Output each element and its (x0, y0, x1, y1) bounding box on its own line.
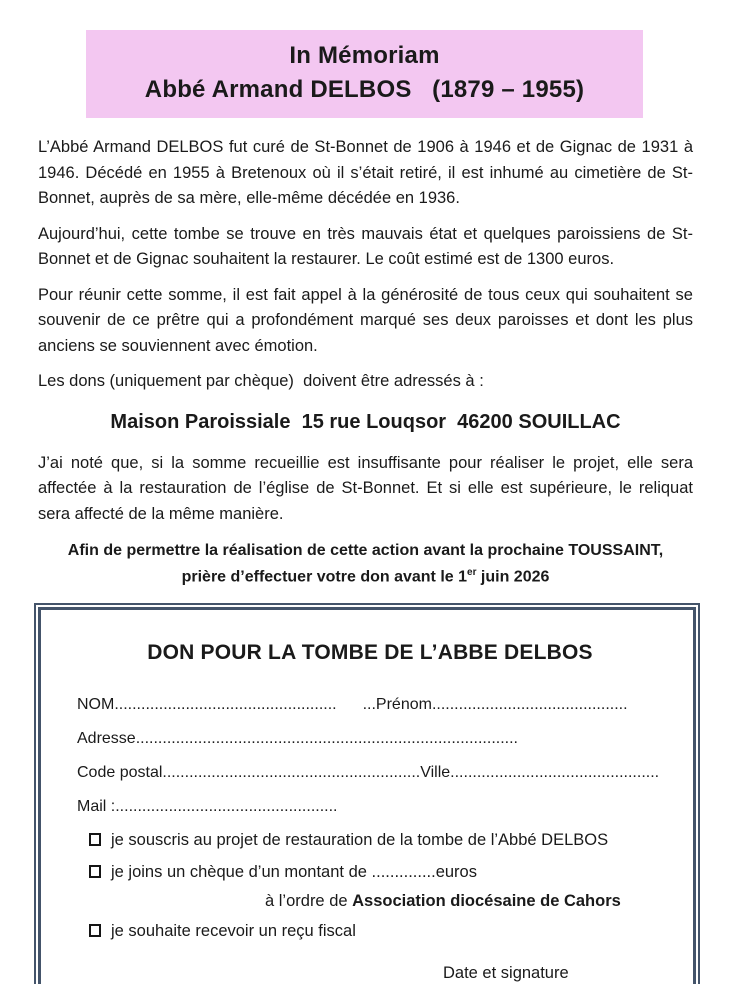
memorial-title-line1: In Mémoriam (289, 42, 440, 69)
deadline-line2 (38, 562, 693, 588)
field-prenom: ...Prénom............................................ (362, 696, 628, 714)
souscription-checkbox[interactable] (89, 833, 101, 846)
donation-form-inner (38, 607, 696, 984)
deadline-notice (38, 540, 693, 588)
donation-form-box (34, 603, 700, 984)
paragraph-surplus-note: J’ai noté que, si la somme recueillie est insuffisante pour réaliser le projet, elle sera affectée à la restauration de l’église de St-Bonnet. Et si elle est supérieure, le reliquat sera affecté de la même manière. (38, 453, 693, 523)
date-signature-label: Date et signature (443, 964, 569, 983)
souscription-checkbox-label: je souscris au projet de restauration de la tombe de l’Abbé DELBOS (111, 831, 609, 850)
memorial-title-line2: Abbé Armand DELBOS (1879 – 1955) (144, 76, 585, 103)
checkbox-row-recu-fiscal (89, 915, 663, 947)
form-title: DON POUR LA TOMBE DE L’ABBE DELBOS (147, 641, 593, 665)
deadline-ordinal-superscript: er (467, 567, 477, 578)
field-mail: Mail :.................................................. (77, 798, 338, 816)
deadline-line2-prefix: prière d’effectuer votre don avant le 1 (181, 568, 468, 586)
memorial-title-banner (86, 30, 643, 118)
recu-fiscal-checkbox[interactable] (89, 924, 101, 937)
paragraph-tomb-condition: Aujourd’hui, cette tombe se trouve en très mauvais état et quelques paroissiens de St-Bonnet et de Gignac souhaitent la restaurer. Le coût estimé est de 1300 euros. (38, 224, 693, 268)
checkbox-row-cheque (89, 856, 663, 888)
deadline-line1: Afin de permettre la réalisation de cette action avant la prochaine TOUSSAINT, (67, 542, 664, 559)
cheque-checkbox-label: je joins un chèque d’un montant de ..............euros (111, 863, 477, 882)
cheque-checkbox[interactable] (89, 865, 101, 878)
document-body (38, 135, 693, 984)
field-row-nom-prenom (77, 688, 663, 722)
checkbox-row-souscription (89, 824, 663, 856)
payable-to-prefix: à l’ordre de (265, 892, 353, 911)
recu-fiscal-checkbox-label: je souhaite recevoir un reçu fiscal (111, 922, 356, 941)
donation-mailing-address: Maison Paroissiale 15 rue Louqsor 46200 SOUILLAC (110, 410, 621, 433)
field-nom: NOM.................................................. (77, 696, 337, 714)
paragraph-biography: L’Abbé Armand DELBOS fut curé de St-Bonnet de 1906 à 1946 et de Gignac de 1931 à 1946. Décédé en 1955 à Bretenoux où il s’était retiré, il est inhumé au cimetière de St-Bonnet, auprès de sa mère, elle-même décédée en 1936. (38, 138, 693, 207)
field-code-postal-ville: Code postal..........................................................Ville............................................... (77, 764, 660, 782)
paragraph-donations-intro: Les dons (uniquement par chèque) doivent être adressés à : (38, 372, 484, 390)
deadline-line2-suffix: juin 2026 (476, 568, 550, 586)
paragraph-appeal: Pour réunir cette somme, il est fait appel à la générosité de tous ceux qui souhaitent se souvenir de ce prêtre qui a profondément marqué ses deux paroisses et dont les plus anciens se souviennent avec émotion. (38, 285, 693, 355)
field-adresse: Adresse...................................................................................... (77, 730, 518, 748)
payable-to-line (265, 888, 663, 915)
payable-to-payee: Association diocésaine de Cahors (352, 892, 621, 911)
